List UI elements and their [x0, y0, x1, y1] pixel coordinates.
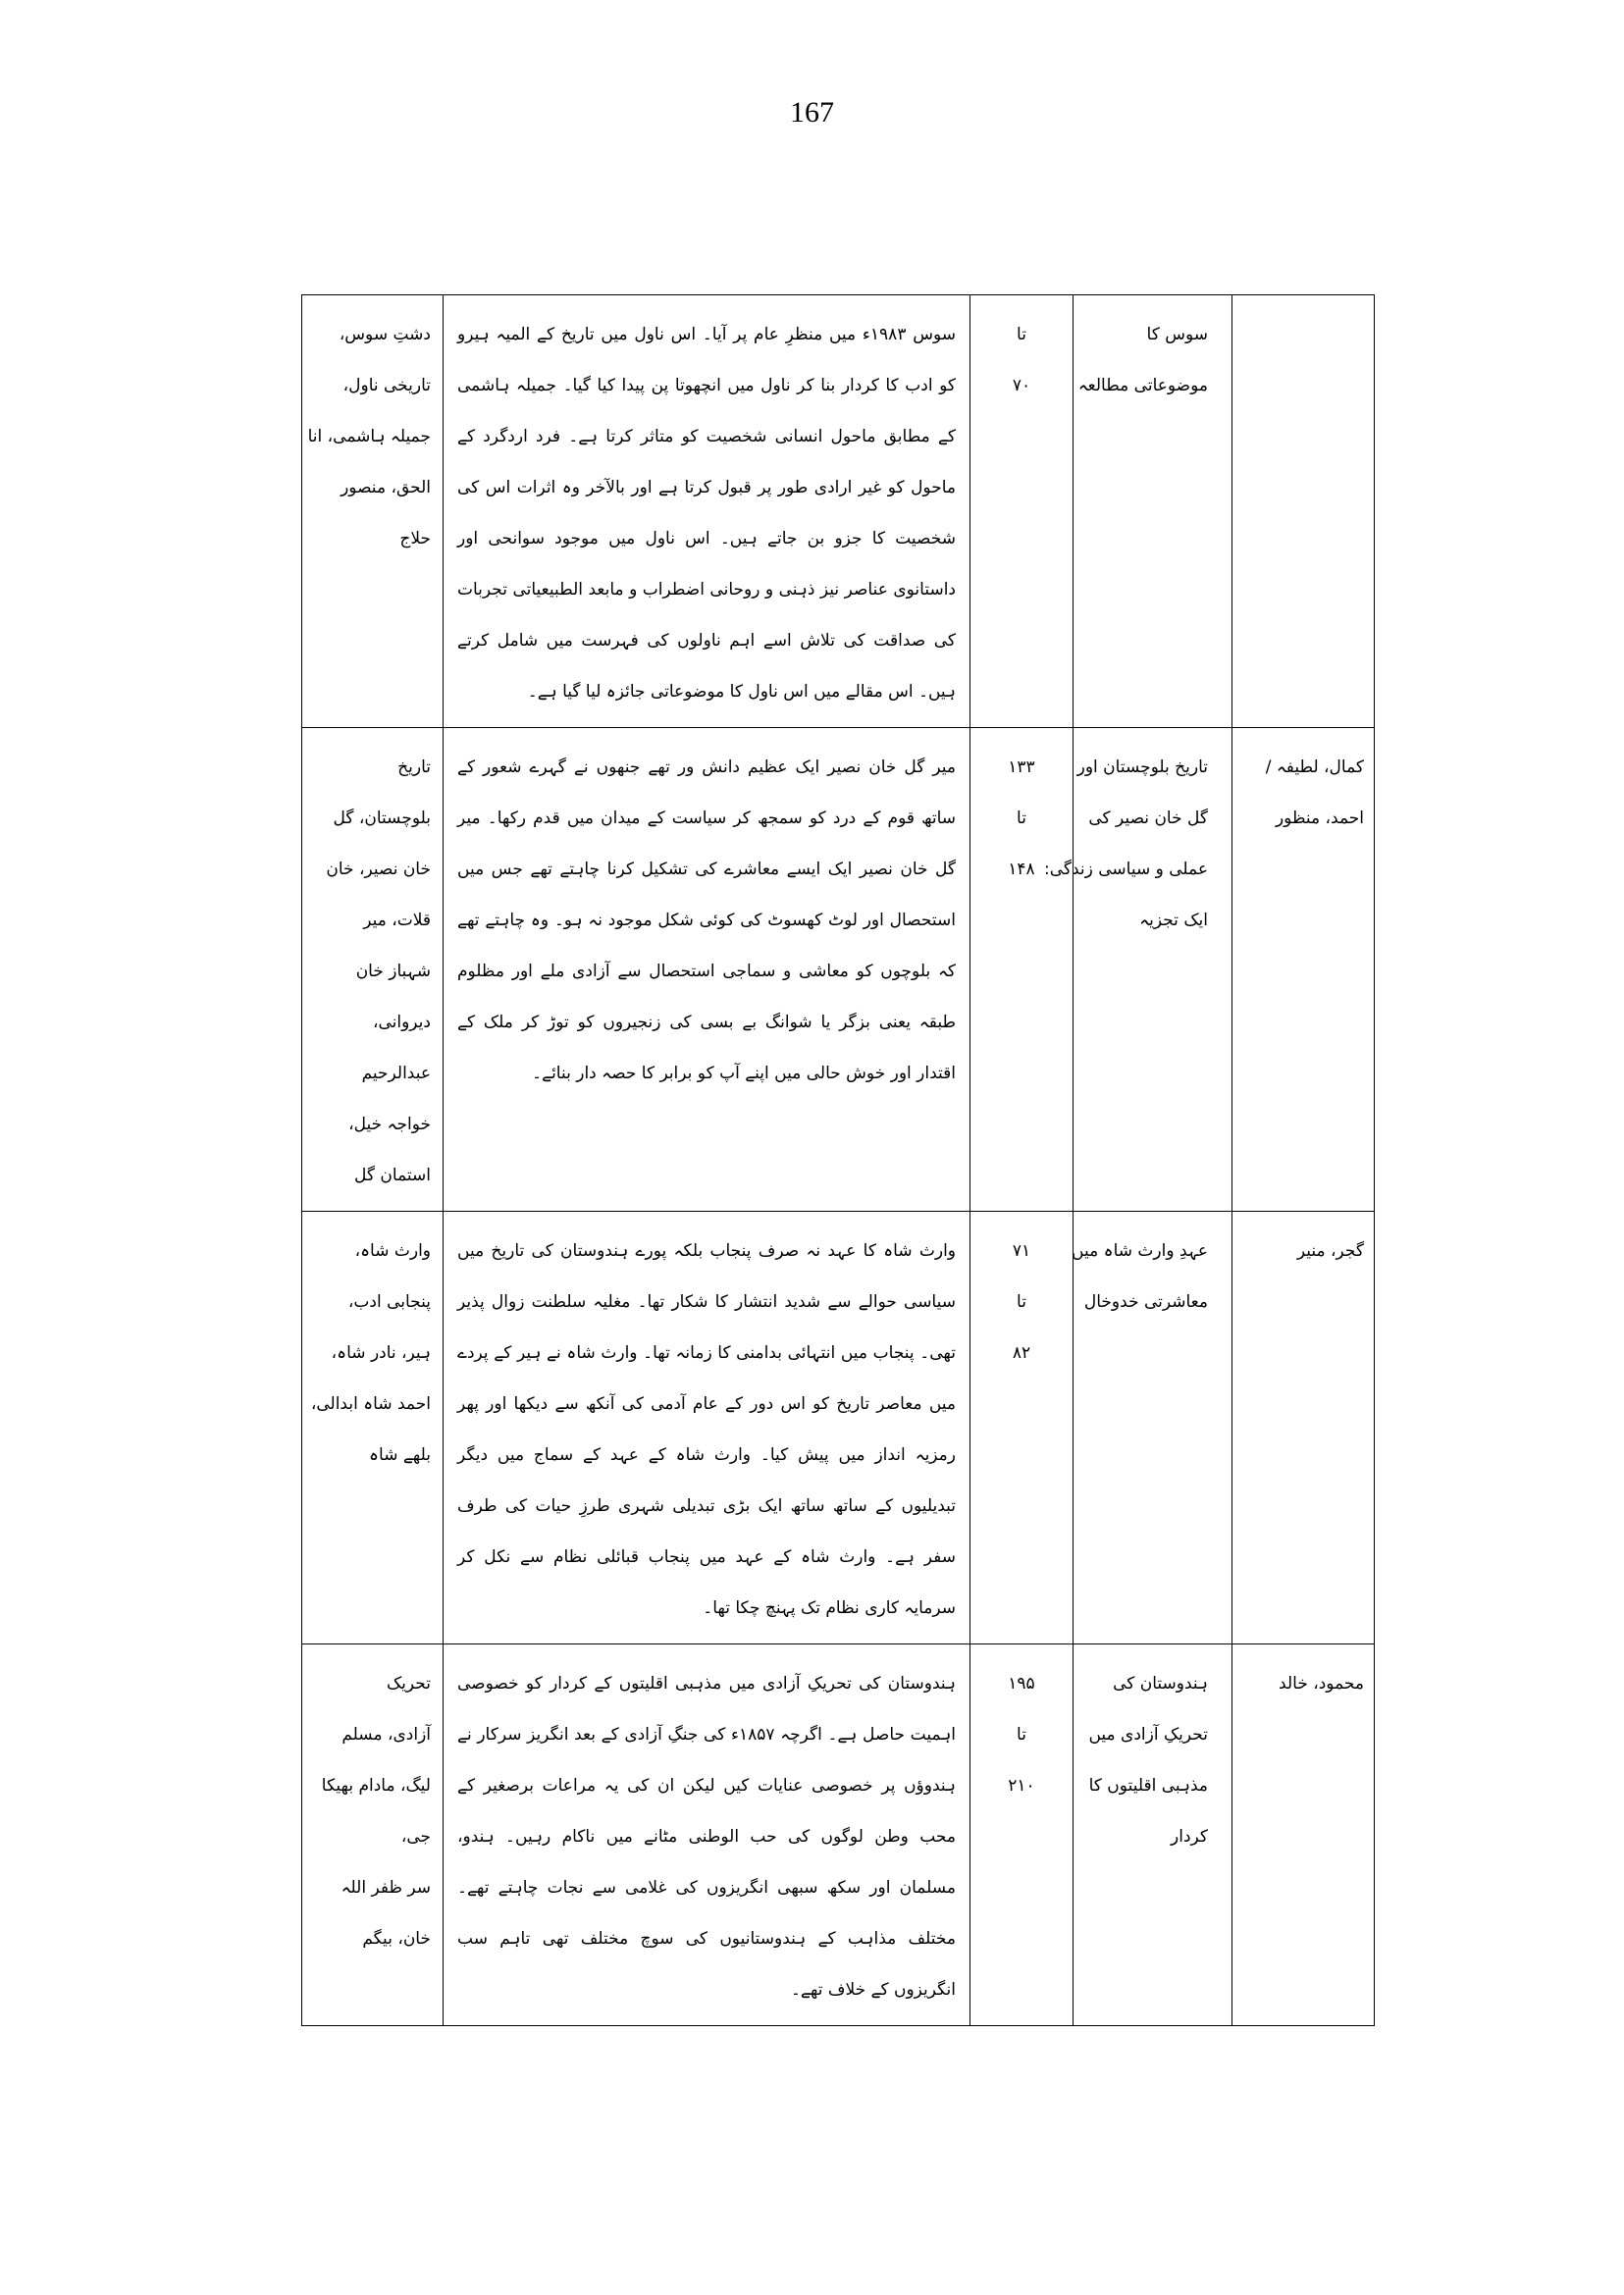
authors-cell — [1232, 1212, 1375, 1644]
author-line: گجر، منیر — [1296, 1241, 1364, 1261]
title-line: تحریکِ آزادی میں — [1088, 1725, 1208, 1745]
pages-line: ۱۹۵ — [1008, 1674, 1035, 1694]
keyword-line: حلاج — [399, 529, 431, 548]
keyword-line: عبدالرحیم — [361, 1064, 431, 1083]
pages-line: تا — [1017, 808, 1026, 828]
keyword-line: بلوچستان، گل — [333, 808, 431, 828]
summary-text: سوس ۱۹۸۳ء میں منظرِ عام پر آیا۔ اس ناول میں تاریخ کے المیہ ہیرو کو ادب کا کردار بنا کر ناول میں انچھوتا پن پیدا کیا گیا۔ جمیلہ ہاشمی کے مطابق ماحول انسانی شخصیت کو متاثر کرتا ہے۔ فرد اردگرد کے ماحول کو غیر ارادی طور پر قبول کرتا ہے اور بالآخر وہ اثرات اس کی شخصیت کا جزو بن جاتے ہیں۔ اس ناول میں موجود سوانحی اور داستانوی عناصر نیز ذہنی و روحانی اضطراب و مابعد الطبیعیاتی تجربات کی صداقت کی تلاش اسے اہم ناولوں کی فہرست میں شامل کرتے ہیں۔ اس مقالے میں اس ناول کا موضوعاتی جائزہ لیا گیا ہے۔ — [457, 325, 956, 702]
keyword-line: خواجہ خیل، — [348, 1115, 431, 1134]
pages-cell — [970, 1644, 1074, 2026]
title-line: سوس کا — [1146, 325, 1208, 344]
keyword-line: قلات، میر — [363, 911, 431, 930]
pages-line: ۷۱ — [1012, 1241, 1031, 1261]
pages-line: تا — [1017, 1725, 1026, 1745]
keywords-cell — [302, 1644, 444, 2026]
title-line: معاشرتی خدوخال — [1083, 1292, 1208, 1312]
keyword-line: جمیلہ ہاشمی، انا — [307, 427, 431, 446]
keyword-line: استمان گل — [354, 1166, 431, 1185]
keyword-line: خان نصیر، خان — [326, 860, 431, 879]
pages-cell — [970, 728, 1074, 1212]
author-line: کمال، لطیفہ / — [1265, 757, 1364, 777]
title-cell — [1074, 1644, 1232, 2026]
table-row — [302, 1212, 1375, 1644]
summary-text: وارث شاہ کا عہد نہ صرف پنجاب بلکہ پورے ہندوستان کی تاریخ میں سیاسی حوالے سے شدید انتشار کا شکار تھا۔ مغلیہ سلطنت زوال پذیر تھی۔ پنجاب میں انتہائی بدامنی کا زمانہ تھا۔ وارث شاہ نے ہیر کے پردے میں معاصر تاریخ کو اس دور کے عام آدمی کی آنکھ سے دیکھا اور پھر رمزیہ انداز میں پیش کیا۔ وارث شاہ کے عہد کے سماج میں دیگر تبدیلیوں کے ساتھ ساتھ ایک بڑی تبدیلی شہری طرزِ حیات کی طرف سفر ہے۔ وارث شاہ کے عہد میں پنجاب قبائلی نظام سے نکل کر سرمایہ کاری نظام تک پہنچ چکا تھا۔ — [457, 1241, 956, 1618]
keywords-cell — [302, 295, 444, 728]
table-row — [302, 728, 1375, 1212]
title-line: کردار — [1171, 1827, 1208, 1847]
summary-cell — [444, 1212, 970, 1644]
keywords-cell — [302, 1212, 444, 1644]
title-line: گل خان نصیر کی — [1088, 808, 1208, 828]
pages-cell — [970, 295, 1074, 728]
title-cell — [1074, 295, 1232, 728]
page-number: 167 — [790, 96, 834, 129]
bibliography-table — [301, 294, 1375, 2026]
keywords-cell — [302, 728, 444, 1212]
keyword-line: تحریک — [386, 1674, 431, 1694]
keyword-line: لیگ، مادام بھیکا — [321, 1776, 431, 1796]
authors-cell — [1232, 295, 1375, 728]
pages-cell — [970, 1212, 1074, 1644]
pages-line: ۸۲ — [1012, 1343, 1031, 1363]
keyword-line: احمد شاہ ابدالی، — [310, 1394, 431, 1414]
keyword-line: دیروانی، — [372, 1013, 431, 1032]
authors-cell — [1232, 728, 1375, 1212]
keyword-line: ہیر، نادر شاہ، — [331, 1343, 431, 1363]
summary-cell — [444, 728, 970, 1212]
title-line: ایک تجزیہ — [1139, 911, 1208, 930]
pages-line: ۱۳۳ — [1008, 757, 1035, 777]
keyword-line: سر ظفر اللہ — [341, 1878, 431, 1898]
summary-cell — [444, 1644, 970, 2026]
pages-line: تا — [1017, 1292, 1026, 1312]
author-line: محمود، خالد — [1279, 1674, 1364, 1694]
authors-cell — [1232, 1644, 1375, 2026]
title-line: مذہبی اقلیتوں کا — [1088, 1776, 1208, 1796]
summary-text: میر گل خان نصیر ایک عظیم دانش ور تھے جنھوں نے گہرے شعور کے ساتھ قوم کے درد کو سمجھ کر سیاست کے میدان میں قدم رکھا۔ میر گل خان نصیر ایک ایسے معاشرے کی تشکیل کرنا چاہتے تھے جس میں استحصال اور لوٹ کھسوٹ کی کوئی شکل موجود نہ ہو۔ وہ چاہتے تھے کہ بلوچوں کو معاشی و سماجی استحصال سے آزادی ملے اور مظلوم طبقہ یعنی بزگر یا شوانگ بے بسی کی زنجیروں کو توڑ کر ملک کے اقتدار اور خوش حالی میں اپنے آپ کو برابر کا حصہ دار بنائے۔ — [457, 757, 956, 1083]
title-line: موضوعاتی مطالعہ — [1077, 376, 1208, 395]
title-cell — [1074, 1212, 1232, 1644]
summary-text: ہندوستان کی تحریکِ آزادی میں مذہبی اقلیتوں کے کردار کو خصوصی اہمیت حاصل ہے۔ اگرچہ ۱۸۵۷ء کی جنگِ آزادی کے بعد انگریز سرکار نے ہندوؤں پر خصوصی عنایات کیں لیکن ان کی یہ مراعات برصغیر کے محب وطن لوگوں کی حب الوطنی مٹانے میں ناکام رہیں۔ ہندو، مسلمان اور سکھ سبھی انگریزوں کی غلامی سے نجات چاہتے تھے۔ مختلف مذاہب کے ہندوستانیوں کی سوچ مختلف تھی تاہم سب انگریزوں کے خلاف تھے۔ — [457, 1674, 956, 2000]
title-line: تاریخ بلوچستان اور — [1076, 757, 1208, 777]
pages-line: ۲۱۰ — [1008, 1776, 1035, 1796]
keyword-line: وارث شاہ، — [354, 1241, 431, 1261]
keyword-line: شہباز خان — [355, 962, 431, 981]
title-cell — [1043, 728, 1232, 1212]
keyword-line: تاریخ — [397, 757, 431, 777]
keyword-line: جی، — [400, 1827, 431, 1847]
keyword-line: پنجابی ادب، — [347, 1292, 431, 1312]
keyword-line: دشتِ سوس، — [339, 325, 431, 344]
keyword-line: تاریخی ناول، — [342, 376, 431, 395]
pages-line: ۷۰ — [1012, 376, 1031, 395]
keyword-line: بلھے شاہ — [369, 1445, 431, 1465]
keyword-line: خان، بیگم — [362, 1929, 431, 1949]
title-line: عملی و سیاسی زندگی: — [1043, 860, 1208, 879]
keyword-line: آزادی، مسلم — [341, 1725, 431, 1745]
pages-line: تا — [1017, 325, 1026, 344]
keyword-line: الحق، منصور — [341, 478, 431, 497]
summary-cell — [444, 295, 970, 728]
author-line: احمد، منظور — [1275, 808, 1364, 828]
table-row — [302, 295, 1375, 728]
table-row — [302, 1644, 1375, 2026]
pages-line: ۱۴۸ — [1008, 860, 1035, 879]
title-line: ہندوستان کی — [1113, 1674, 1208, 1694]
title-line: عہدِ وارث شاہ میں — [1072, 1241, 1208, 1261]
